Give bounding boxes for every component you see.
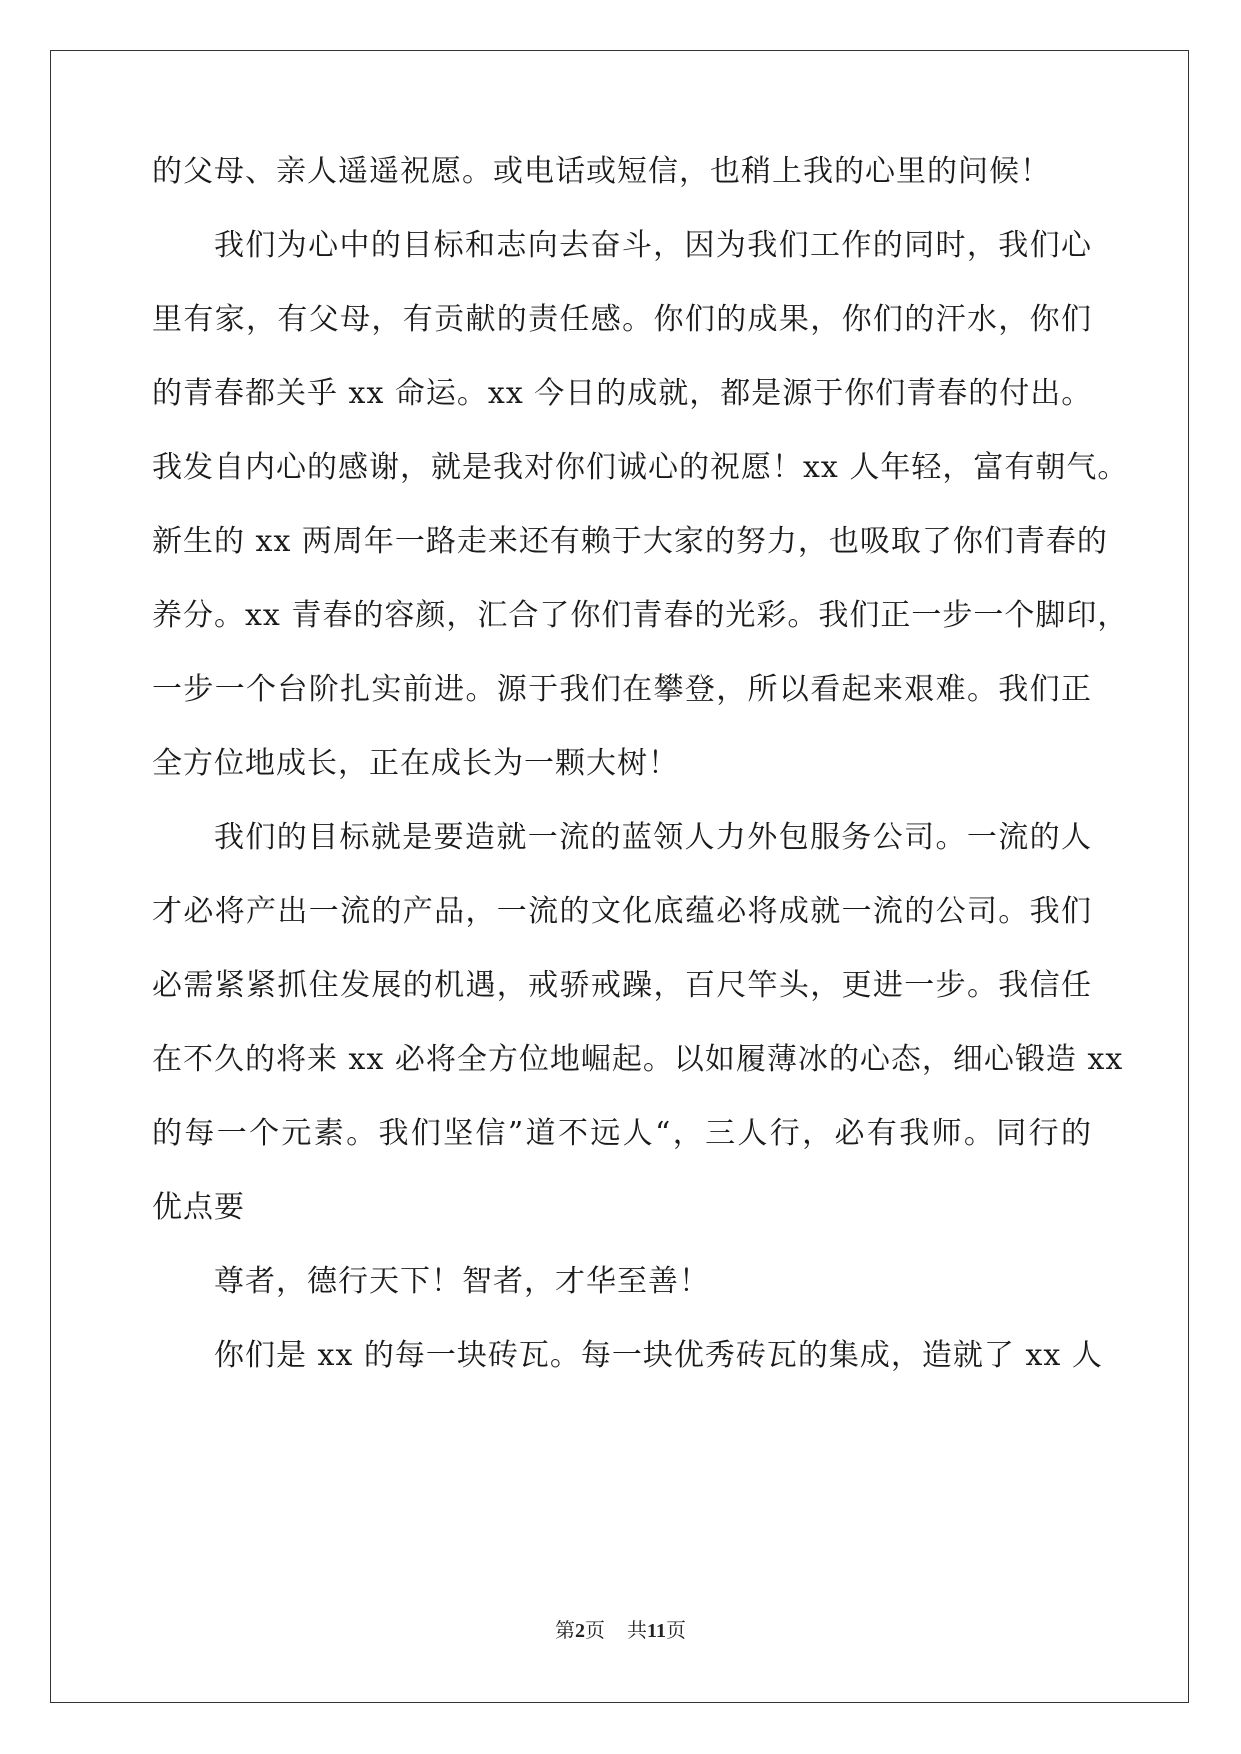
text-line: 你们是 xx 的每一块砖瓦。每一块优秀砖瓦的集成，造就了 xx 人 <box>214 1338 1103 1373</box>
text-line: 我们的目标就是要造就一流的蓝领人力外包服务公司。一流的人 <box>214 820 1092 855</box>
text-line: 我发自内心的感谢，就是我对你们诚心的祝愿！xx 人年轻，富有朝气。 <box>152 450 1129 485</box>
page-number-current: 2 <box>575 1620 586 1642</box>
page-border <box>50 50 1189 1703</box>
text-line: 在不久的将来 xx 必将全方位地崛起。以如履薄冰的心态，细心锻造 xx <box>152 1042 1124 1077</box>
text-line: 新生的 xx 两周年一路走来还有赖于大家的努力，也吸取了你们青春的 <box>152 524 1108 559</box>
text-line: 全方位地成长，正在成长为一颗大树！ <box>152 746 679 781</box>
text-line: 的每一个元素。我们坚信”道不远人“，三人行，必有我师。同行的 <box>152 1116 1092 1151</box>
total-label-suffix: 页 <box>665 1620 686 1642</box>
text-line: 我们为心中的目标和志向去奋斗，因为我们工作的同时，我们心 <box>214 228 1092 263</box>
text-line: 尊者，德行天下！智者，才华至善！ <box>214 1264 710 1299</box>
total-label-prefix: 共 <box>627 1620 648 1642</box>
page-label-prefix: 第 <box>555 1620 576 1642</box>
text-line: 必需紧紧抓住发展的机遇，戒骄戒躁，百尺竿头，更进一步。我信任 <box>152 968 1092 1003</box>
text-line: 才必将产出一流的产品，一流的文化底蕴必将成就一流的公司。我们 <box>152 894 1092 929</box>
text-line: 养分。xx 青春的容颜，汇合了你们青春的光彩。我们正一步一个脚印， <box>152 598 1129 633</box>
page-number-total: 11 <box>647 1620 666 1642</box>
text-line: 的父母、亲人遥遥祝愿。或电话或短信，也稍上我的心里的问候！ <box>152 154 1051 189</box>
text-line: 优点要 <box>152 1190 245 1225</box>
page-label-suffix: 页 <box>585 1620 606 1642</box>
text-line: 一步一个台阶扎实前进。源于我们在攀登，所以看起来艰难。我们正 <box>152 672 1092 707</box>
text-line: 里有家，有父母，有贡献的责任感。你们的成果，你们的汗水，你们 <box>152 302 1092 337</box>
page-footer <box>0 1618 1241 1644</box>
text-line: 的青春都关乎 xx 命运。xx 今日的成就，都是源于你们青春的付出。 <box>152 376 1093 411</box>
